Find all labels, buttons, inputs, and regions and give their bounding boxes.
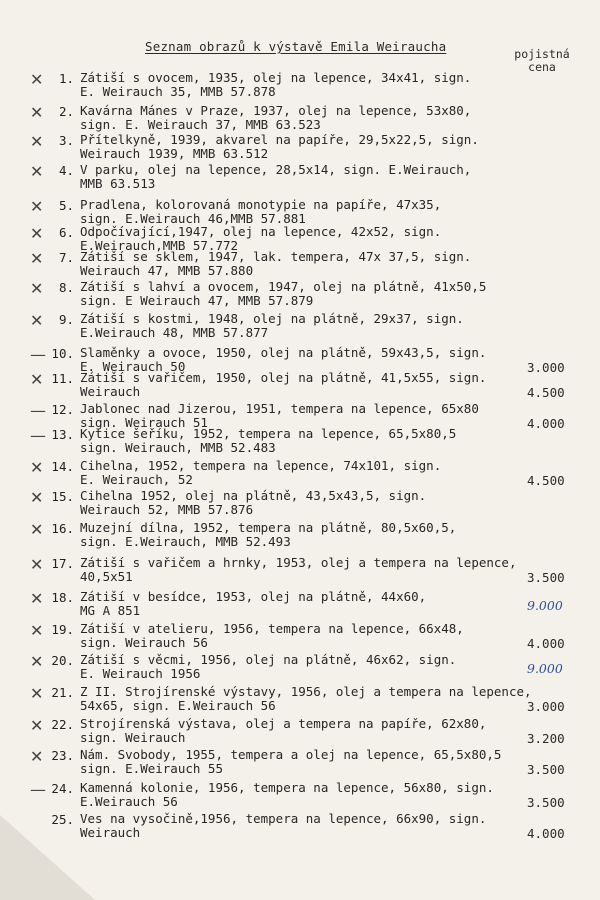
item-signature: 40,5x51 xyxy=(80,569,133,584)
item-description: Zátiší s vařičem a hrnky, 1953, olej a tempera na lepence, xyxy=(80,555,517,570)
item-signature: sign. E. Weirauch 37, MMB 63.523 xyxy=(80,117,321,132)
item-description: Ves na vysočině,1956, tempera na lepence, 66x90, sign. xyxy=(80,811,487,826)
insurance-price: 9.000 xyxy=(527,661,563,676)
check-mark: ✕ xyxy=(30,555,44,574)
item-signature: E. Weirauch 1956 xyxy=(80,666,201,681)
insurance-price: 4.000 xyxy=(527,826,565,841)
check-mark: — xyxy=(30,345,46,364)
check-mark: ✕ xyxy=(30,716,44,735)
item-number: 23. xyxy=(51,748,74,763)
item-description: Zátiší v besídce, 1953, olej na plátně, 44x60, xyxy=(80,589,427,604)
insurance-price: 9.000 xyxy=(527,598,563,613)
check-mark: ✕ xyxy=(30,249,44,268)
insurance-price: 3.200 xyxy=(527,731,565,746)
item-description: Cihelna, 1952, tempera na lepence, 74x101, sign. xyxy=(80,458,442,473)
item-signature: MMB 63.513 xyxy=(80,176,156,191)
item-number: 24. xyxy=(51,781,74,796)
check-mark: ✕ xyxy=(30,70,44,89)
item-signature: Weirauch 52, MMB 57.876 xyxy=(80,502,254,517)
check-mark: ✕ xyxy=(30,103,44,122)
check-mark: ✕ xyxy=(30,311,44,330)
item-number: 12. xyxy=(51,402,74,417)
document-title: Seznam obrazů k výstavě Emila Weirauchа xyxy=(145,39,447,54)
item-description: Zátiší v atelieru, 1956, tempera na lepence, 66x48, xyxy=(80,621,464,636)
item-signature: 54x65, sign. E.Weirauch 56 xyxy=(80,698,276,713)
item-signature: Weirauch xyxy=(80,825,141,840)
item-description: Pradlena, kolorovaná monotypie na papíře, 47x35, xyxy=(80,197,442,212)
item-signature: Weirauch 1939, MMB 63.512 xyxy=(80,146,269,161)
check-mark: ✕ xyxy=(30,197,44,216)
item-number: 2. xyxy=(58,104,74,119)
item-number: 9. xyxy=(58,312,74,327)
check-mark: ✕ xyxy=(30,279,44,298)
item-signature: E. Weirauch 50 xyxy=(80,359,186,374)
insurance-price: 4.500 xyxy=(527,385,565,400)
item-number: 11. xyxy=(51,371,74,386)
item-number: 3. xyxy=(58,133,74,148)
check-mark: ✕ xyxy=(30,652,44,671)
item-signature: sign. E.Weirauch 46,MMB 57.881 xyxy=(80,211,306,226)
item-description: Cihelna 1952, olej na plátně, 43,5x43,5, sign. xyxy=(80,488,427,503)
item-number: 13. xyxy=(51,427,74,442)
item-signature: Weirauch xyxy=(80,384,141,399)
item-number: 7. xyxy=(58,250,74,265)
item-description: Muzejní dílna, 1952, tempera na plátně, 80,5x60,5, xyxy=(80,520,457,535)
check-mark: ✕ xyxy=(30,747,44,766)
item-description: Kytice šeříku, 1952, tempera na lepence, 65,5x80,5 xyxy=(80,426,457,441)
item-number: 6. xyxy=(58,225,74,240)
insurance-price: 3.000 xyxy=(527,699,565,714)
item-description: Kamenná kolonie, 1956, tempera na lepence, 56x80, sign. xyxy=(80,780,494,795)
item-description: Zátiší s ovocem, 1935, olej na lepence, 34x41, sign. xyxy=(80,70,472,85)
check-mark: ✕ xyxy=(30,132,44,151)
check-mark: ✕ xyxy=(30,621,44,640)
check-mark: ✕ xyxy=(30,488,44,507)
item-signature: sign. E Weirauch 47, MMB 57.879 xyxy=(80,293,314,308)
item-signature: MG A 851 xyxy=(80,603,141,618)
item-description: Přítelkyně, 1939, akvarel na papíře, 29,5x22,5, sign. xyxy=(80,132,479,147)
item-number: 15. xyxy=(51,489,74,504)
item-description: Zátiší s vařičem, 1950, olej na plátně, 41,5x55, sign. xyxy=(80,370,487,385)
check-mark: — xyxy=(30,780,46,799)
item-signature: sign. Weirauch 56 xyxy=(80,635,208,650)
item-signature: E.Weirauch,MMB 57.772 xyxy=(80,238,239,253)
item-number: 16. xyxy=(51,521,74,536)
item-number: 17. xyxy=(51,556,74,571)
insurance-price: 3.500 xyxy=(527,570,565,585)
check-mark: ✕ xyxy=(30,162,44,181)
insurance-price: 3.500 xyxy=(527,762,565,777)
item-description: Zátiší s věcmi, 1956, olej na plátně, 46x62, sign. xyxy=(80,652,457,667)
item-description: Zátiší s lahví a ovocem, 1947, olej na plátně, 41x50,5 xyxy=(80,279,487,294)
item-signature: E.Weirauch 56 xyxy=(80,794,178,809)
item-number: 20. xyxy=(51,653,74,668)
price-header-line1: pojistná xyxy=(514,47,570,61)
item-number: 22. xyxy=(51,717,74,732)
item-number: 19. xyxy=(51,622,74,637)
item-signature: sign. E.Weirauch, MMB 52.493 xyxy=(80,534,291,549)
item-description: Z II. Strojírenské výstavy, 1956, olej a tempera na lepence, xyxy=(80,684,532,699)
item-description: Kavárna Mánes v Praze, 1937, olej na lepence, 53x80, xyxy=(80,103,472,118)
item-description: V parku, olej na lepence, 28,5x14, sign. E.Weirauch, xyxy=(80,162,472,177)
item-signature: Weirauch 47, MMB 57.880 xyxy=(80,263,254,278)
item-signature: sign. Weirauch xyxy=(80,730,186,745)
item-signature: sign. Weirauch 51 xyxy=(80,415,208,430)
price-column-header xyxy=(510,48,574,74)
item-description: Jablonec nad Jizerou, 1951, tempera na lepence, 65x80 xyxy=(80,401,479,416)
insurance-price: 3.000 xyxy=(527,360,565,375)
item-signature: sign. E.Weirauch 55 xyxy=(80,761,223,776)
insurance-price: 4.000 xyxy=(527,636,565,651)
item-description: Zátiší se sklem, 1947, lak. tempera, 47x 37,5, sign. xyxy=(80,249,472,264)
check-mark: — xyxy=(30,426,46,445)
item-number: 14. xyxy=(51,459,74,474)
item-signature: E. Weirauch 35, MMB 57.878 xyxy=(80,84,276,99)
check-mark: ✕ xyxy=(30,224,44,243)
item-number: 21. xyxy=(51,685,74,700)
price-header-line2: cena xyxy=(528,60,556,74)
item-number: 1. xyxy=(58,71,74,86)
item-signature: sign. Weirauch, MMB 52.483 xyxy=(80,440,276,455)
check-mark: — xyxy=(30,401,46,420)
item-description: Odpočívající,1947, olej na lepence, 42x52, sign. xyxy=(80,224,442,239)
item-number: 10. xyxy=(51,346,74,361)
item-signature: E. Weirauch, 52 xyxy=(80,472,193,487)
check-mark: ✕ xyxy=(30,520,44,539)
insurance-price: 3.500 xyxy=(527,795,565,810)
item-description: Nám. Svobody, 1955, tempera a olej na lepence, 65,5x80,5 xyxy=(80,747,502,762)
item-description: Zátiší s kostmi, 1948, olej na plátně, 29x37, sign. xyxy=(80,311,464,326)
item-number: 8. xyxy=(58,280,74,295)
check-mark: ✕ xyxy=(30,458,44,477)
item-number: 4. xyxy=(58,163,74,178)
insurance-price: 4.500 xyxy=(527,473,565,488)
check-mark: ✕ xyxy=(30,370,44,389)
check-mark: ✕ xyxy=(30,684,44,703)
item-number: 18. xyxy=(51,590,74,605)
item-description: Strojírenská výstava, olej a tempera na papíře, 62x80, xyxy=(80,716,487,731)
insurance-price: 4.000 xyxy=(527,416,565,431)
item-signature: E.Weirauch 48, MMB 57.877 xyxy=(80,325,269,340)
item-description: Slaměnky a ovoce, 1950, olej na plátně, 59x43,5, sign. xyxy=(80,345,487,360)
check-mark: ✕ xyxy=(30,589,44,608)
item-number: 25. xyxy=(51,812,74,827)
item-number: 5. xyxy=(58,198,74,213)
